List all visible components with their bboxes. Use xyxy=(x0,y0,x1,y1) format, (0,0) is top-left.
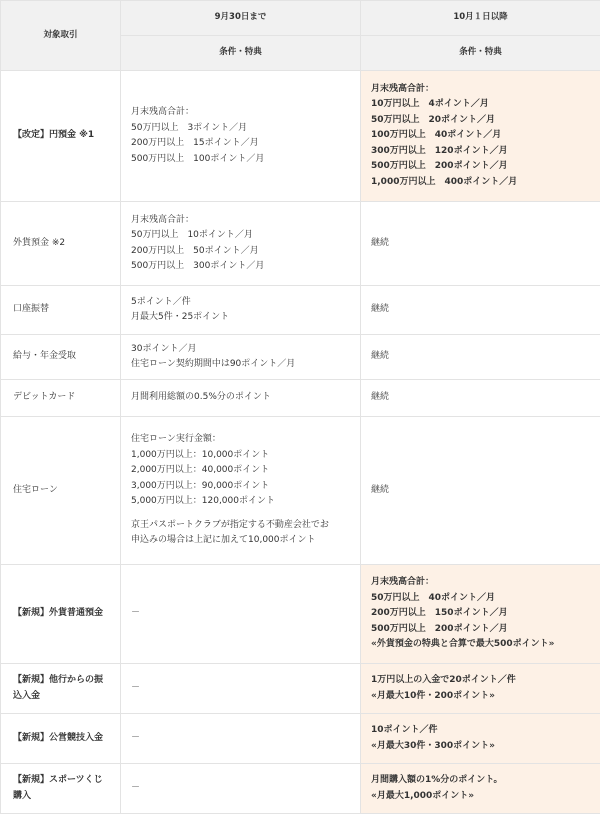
cell-line: 50万円以上 10ポイント／月 xyxy=(131,230,253,240)
table-row xyxy=(1,286,600,335)
header-until-sub: 条件・特典 xyxy=(121,36,361,71)
row-label: デビットカード xyxy=(1,380,121,417)
cell-line: 30ポイント／月 xyxy=(131,343,197,354)
cell-line: 月末残高合計： xyxy=(131,107,195,117)
cell-line: － xyxy=(131,782,141,793)
row-label: 口座振替 xyxy=(1,286,121,335)
cell-line: «月最大1,000ポイント» xyxy=(371,790,475,801)
cell-line: 月最大5件・25ポイント xyxy=(131,312,230,322)
table-row xyxy=(1,417,600,565)
from-cell xyxy=(361,286,600,335)
row-label: 【新規】他行からの振込入金 xyxy=(1,664,121,714)
cell-line: 1万円以上の入金で20ポイント／件 xyxy=(371,675,516,685)
cell-line: 300万円以上 120ポイント／月 xyxy=(371,145,508,156)
cell-line: 500万円以上 300ポイント／月 xyxy=(131,261,265,271)
until-cell xyxy=(121,417,361,565)
cell-line: 月末残高合計： xyxy=(371,83,435,94)
cell-line: － xyxy=(131,682,141,693)
cell-line: 10万円以上 4ポイント／月 xyxy=(371,99,489,110)
header-target: 対象取引 xyxy=(1,1,121,71)
cell-line: 500万円以上 100ポイント／月 xyxy=(131,153,265,164)
cell-line: 500万円以上 200ポイント／月 xyxy=(371,623,508,634)
from-cell xyxy=(361,714,600,764)
cell-line: 2,000万円以上：40,000ポイント xyxy=(131,465,270,476)
table-row xyxy=(1,714,600,764)
cell-line: 200万円以上 15ポイント／月 xyxy=(131,138,259,148)
from-cell xyxy=(361,417,600,565)
table-row xyxy=(1,664,600,714)
cell-line: 継続 xyxy=(371,484,390,495)
cell-line: 500万円以上 200ポイント／月 xyxy=(371,161,508,172)
table-row xyxy=(1,71,600,202)
row-label: 【改定】円預金 ※1 xyxy=(1,71,121,202)
row-label: 給与・年金受取 xyxy=(1,335,121,380)
from-cell xyxy=(361,335,600,380)
spacer xyxy=(131,510,350,518)
row-label: 外貨預金 ※2 xyxy=(1,202,121,286)
cell-line: 1,000万円以上 400ポイント／月 xyxy=(371,176,518,187)
row-label: 【新規】公営競技入金 xyxy=(1,714,121,764)
table-row xyxy=(1,565,600,664)
from-cell xyxy=(361,71,600,202)
cell-line: 100万円以上 40ポイント／月 xyxy=(371,130,502,141)
cell-line: 申込みの場合は上記に加えて10,000ポイント xyxy=(131,535,316,546)
row-label: 【新規】外貨普通預金 xyxy=(1,565,121,664)
cell-line: 月末残高合計： xyxy=(371,577,435,588)
from-cell xyxy=(361,380,600,417)
cell-line: 50万円以上 20ポイント／月 xyxy=(371,114,496,125)
cell-line: 継続 xyxy=(371,392,390,403)
table-row xyxy=(1,380,600,417)
from-cell xyxy=(361,565,600,664)
until-cell xyxy=(121,202,361,286)
cell-line: 200万円以上 50ポイント／月 xyxy=(131,245,259,256)
until-cell xyxy=(121,565,361,664)
cell-line: 50万円以上 3ポイント／月 xyxy=(131,122,248,133)
cell-line: － xyxy=(131,608,141,619)
from-cell xyxy=(361,764,600,814)
cell-line: 月間購入額の1%分のポイント。 xyxy=(371,775,503,785)
cell-line: 住宅ローン契約期間中は90ポイント／月 xyxy=(131,359,296,369)
cell-line: 5,000万円以上：120,000ポイント xyxy=(131,496,275,507)
cell-line: 継続 xyxy=(371,237,390,248)
cell-line: 住宅ローン実行金額： xyxy=(131,434,221,445)
cell-line: 50万円以上 40ポイント／月 xyxy=(371,592,496,603)
cell-line: － xyxy=(131,732,141,743)
cell-line: 1,000万円以上：10,000ポイント xyxy=(131,449,270,460)
cell-line: 月間利用総額の0.5%分のポイント xyxy=(131,392,271,403)
row-label: 【新規】スポーツくじ購入 xyxy=(1,764,121,814)
cell-line: 京王パスポートクラブが指定する不動産会社でお xyxy=(131,519,329,530)
cell-line: «月最大30件・300ポイント» xyxy=(371,740,495,751)
cell-line: 月末残高合計： xyxy=(131,214,195,225)
until-cell xyxy=(121,71,361,202)
header-from: 10月１日以降 xyxy=(361,1,600,36)
until-cell xyxy=(121,764,361,814)
cell-line: «月最大10件・200ポイント» xyxy=(371,690,495,701)
until-cell xyxy=(121,714,361,764)
table-row xyxy=(1,202,600,286)
until-cell xyxy=(121,664,361,714)
until-cell xyxy=(121,380,361,417)
cell-line: 継続 xyxy=(371,304,390,315)
from-cell xyxy=(361,664,600,714)
cell-line: 3,000万円以上：90,000ポイント xyxy=(131,480,270,491)
table-row xyxy=(1,335,600,380)
from-cell xyxy=(361,202,600,286)
until-cell xyxy=(121,286,361,335)
table-row xyxy=(1,764,600,814)
cell-line: «外貨預金の特典と合算で最大500ポイント» xyxy=(371,639,555,650)
cell-line: 10ポイント／件 xyxy=(371,725,438,735)
cell-line: 継続 xyxy=(371,351,390,362)
until-cell xyxy=(121,335,361,380)
row-label: 住宅ローン xyxy=(1,417,121,565)
cell-line: 200万円以上 150ポイント／月 xyxy=(371,608,508,619)
cell-line: 5ポイント／件 xyxy=(131,296,191,307)
header-until: 9月30日まで xyxy=(121,1,361,36)
header-from-sub: 条件・特典 xyxy=(361,36,600,71)
